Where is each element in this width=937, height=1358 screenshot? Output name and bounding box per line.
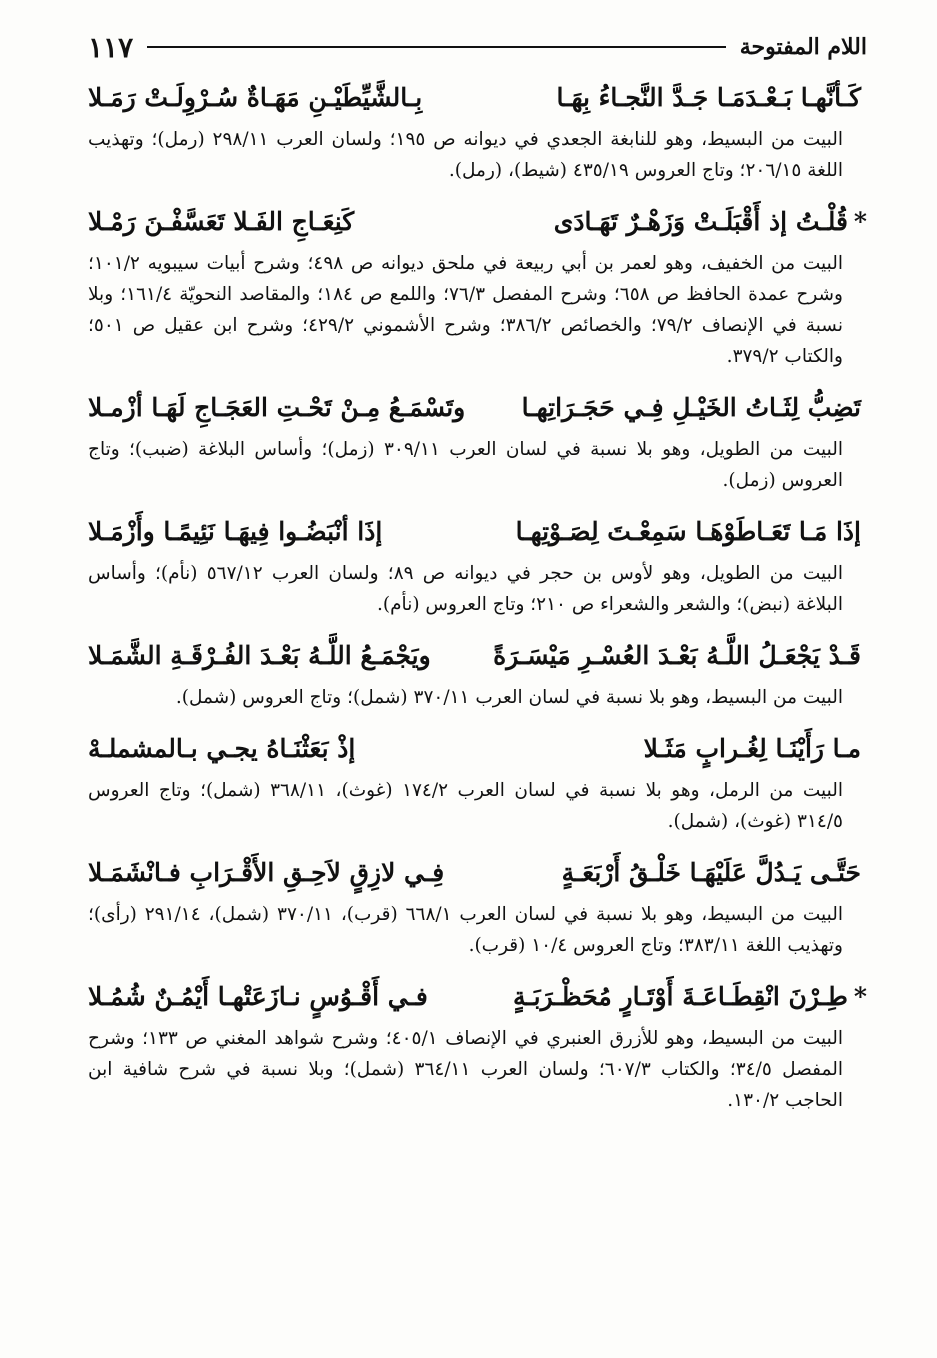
left-hemistich: إذْ بَعَثْنَـاهُ يجـي بـالمشملـهْ — [88, 734, 356, 763]
right-hemistich-text: تَضِبُّ لِثَـاتُ الخَيْـلِ فِـي حَجَـرَاتِهـا — [521, 393, 861, 422]
verse-entry — [88, 382, 867, 496]
verse-note: البيت من الطويل، وهو لأوس بن حجر في ديوانه ص ٨٩؛ ولسان العرب ٥٦٧/١٢ (نأم)؛ وأساس البلاغة (نبض)؛ والشعر والشعراء ص ٢١٠؛ وتاج العروس (نأم). — [88, 563, 843, 615]
verse-entry — [88, 847, 867, 961]
verse-entry — [88, 630, 867, 713]
right-hemistich-text: كَـأنَّهـا بَـعْـدَمَـا جَـدَّ النَّجـاءُ بِهَـا — [556, 83, 861, 112]
verse-line — [88, 847, 867, 899]
verse-note: البيت من الرمل، وهو بلا نسبة في لسان العرب ١٧٤/٢ (غوث)، ٣٦٨/١١ (شمل)؛ وتاج العروس ٣١٤/٥ (غوث)، (شمل). — [88, 780, 843, 832]
verse-line — [88, 382, 867, 434]
verse-entry — [88, 723, 867, 837]
right-hemistich — [554, 196, 867, 248]
running-head: اللام المفتوحة — [739, 34, 867, 60]
verse-note: البيت من الخفيف، وهو لعمر بن أبي ربيعة في ملحق ديوانه ص ٤٩٨؛ وشرح أبيات سيبويه ١٠١/٢؛ وشرح عمدة الحافظ ص ٦٥٨؛ وشرح المفصل ٧٦/٣؛ واللمع ص ١٨٤؛ والمقاصد النحويّة ١٦١/٤؛ وبلا نسبة في الإنصاف ٧٩/٢؛ والخصائص ٣٨٦/٢؛ وشرح الأشموني ٤٢٩/٢؛ وشرح ابن عقيل ص ٥٠١؛ والكتاب ٣٧٩/٢. — [88, 253, 843, 367]
right-hemistich — [522, 382, 867, 434]
verse-note: البيت من البسيط، وهو للأزرق العنبري في الإنصاف ٤٠٥/١؛ وشرح شواهد المغني ص ١٣٣؛ وشرح المفصل ٣٤/٥؛ والكتاب ٦٠٧/٣؛ ولسان العرب ٣٦٤/١١ (شمل)؛ وبلا نسبة في شرح شافية ابن الحاجب ١٣٠/٢. — [88, 1028, 843, 1111]
left-hemistich: وتَسْمَـعُ مِـنْ تَحْـتِ العَجَـاجِ لَهَـا أزْمـلا — [88, 393, 466, 422]
verse-entries — [88, 72, 867, 1126]
left-hemistich: كَنِعَـاجِ الفَـلا تَعَسَّفْـنَ رَمْـلا — [88, 207, 355, 236]
left-hemistich: ويَجْمَـعُ اللَّـهُ بَعْـدَ الفُـرْقَـةِ الشَّمَـلا — [88, 641, 431, 670]
right-hemistich-text: حَتَّـى يَـدُلَّ عَلَيْهَـا خَلْـقُ أَرْبَعَـةٍ — [561, 858, 861, 887]
right-hemistich — [513, 971, 867, 1023]
right-hemistich — [493, 630, 867, 682]
verse-line — [88, 630, 867, 682]
left-hemistich: إذَا أنْبَضُـوا فِيهَـا نَئِيمًـا وأَزْمَـلا — [88, 517, 383, 546]
verse-line — [88, 196, 867, 248]
verse-line — [88, 971, 867, 1023]
verse-entry — [88, 971, 867, 1116]
left-hemistich: فِـي لازِقٍ لاَحِـقِ الأَقْـرَابِ فـانْشَمَـلا — [88, 858, 445, 887]
right-hemistich — [516, 506, 867, 558]
left-hemistich: فـي أَقْـوُسٍ نـازَعَتْهـا أَيْمُـنٌ شُمُـلا — [88, 982, 428, 1011]
page-header — [88, 30, 867, 64]
left-hemistich: بِـالشَّيِّطَيْـنِ مَهَـاةٌ سُـرْوِلَـتْ رَمَـلا — [88, 83, 423, 112]
verse-line — [88, 506, 867, 558]
verse-entry — [88, 196, 867, 372]
star-marker: * — [853, 207, 867, 236]
right-hemistich-text: طِـرْنَ انْقِطَـاعَـةَ أَوْتَـارٍ مُحَظْـرَبَـةٍ — [512, 982, 848, 1011]
verse-note: البيت من البسيط، وهو للنابغة الجعدي في ديوانه ص ١٩٥؛ ولسان العرب ٢٩٨/١١ (رمل)؛ وتهذيب اللغة ٢٠٦/١٥؛ وتاج العروس ٤٣٥/١٩ (شيط)، (رمل). — [88, 129, 843, 181]
right-hemistich-text: مـا رَأَيْنَـا لِغُـرابٍ مَثَـلا — [643, 734, 861, 763]
verse-note: البيت من البسيط، وهو بلا نسبة في لسان العرب ٦٦٨/١ (قرب)، ٣٧٠/١١ (شمل)، ٢٩١/١٤ (رأى)؛ وتهذيب اللغة ٣٨٣/١١؛ وتاج العروس ١٠/٤ (قرب). — [88, 904, 844, 956]
verse-entry — [88, 506, 867, 620]
verse-note: البيت من البسيط، وهو بلا نسبة في لسان العرب ٣٧٠/١١ (شمل)؛ وتاج العروس (شمل). — [175, 687, 843, 708]
right-hemistich-text: قَـدْ يَجْعَـلُ اللَّـهُ بَعْـدَ العُسْـرِ مَيْسَـرَةً — [493, 641, 861, 670]
right-hemistich — [562, 847, 867, 899]
verse-note: البيت من الطويل، وهو بلا نسبة في لسان العرب ٣٠٩/١١ (زمل)؛ وأساس البلاغة (ضبب)؛ وتاج العروس (زمل). — [88, 439, 843, 491]
right-hemistich — [557, 72, 867, 124]
right-hemistich — [644, 723, 867, 775]
right-hemistich-text: قُلْـتُ إذ أَقْبَلَـتْ وَزَهْـرٌ تَهَـادَى — [553, 207, 848, 236]
verse-entry — [88, 72, 867, 186]
right-hemistich-text: إذَا مَـا تَعَـاطَوْهَـا سَمِعْـتَ لِصَـوْتِهـا — [515, 517, 861, 546]
star-marker: * — [853, 982, 867, 1011]
verse-line — [88, 723, 867, 775]
page-number: ١١٧ — [88, 30, 134, 64]
verse-line — [88, 72, 867, 124]
header-rule — [147, 46, 726, 48]
